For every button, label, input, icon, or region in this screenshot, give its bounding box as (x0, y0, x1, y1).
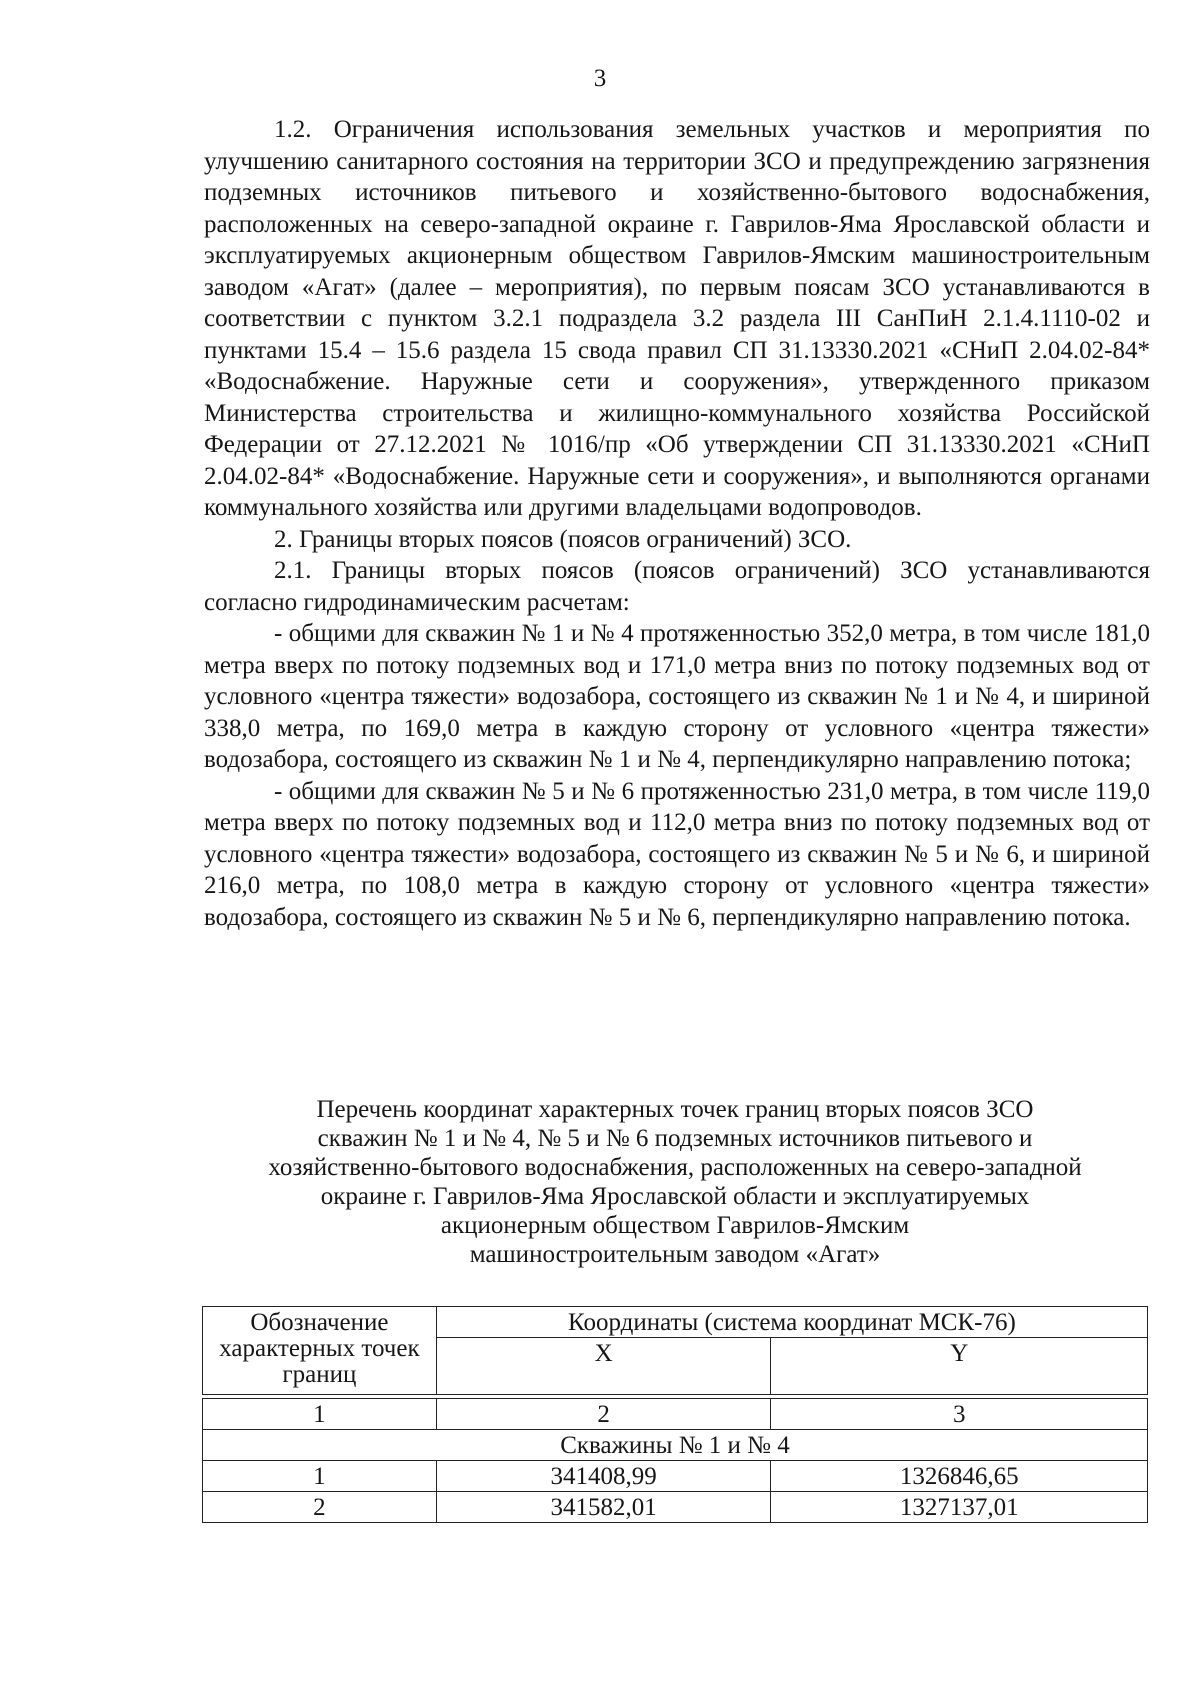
table-row (203, 1492, 1148, 1523)
column-number: 2 (436, 1399, 771, 1430)
point-number: 1 (203, 1461, 437, 1492)
paragraph-2-1: 2.1. Границы вторых поясов (поясов ограничений) ЗСО устанавливаются согласно гидродинамическим расчетам: (204, 557, 1150, 616)
x-coordinate: 341582,01 (436, 1492, 771, 1523)
document-body (204, 114, 1150, 933)
y-header: Y (771, 1338, 1148, 1395)
y-coordinate: 1327137,01 (771, 1492, 1148, 1523)
coordinates-table (202, 1306, 1148, 1523)
x-header: X (436, 1338, 771, 1395)
table-title-line: окраине г. Гаврилов-Яма Ярославской области и эксплуатируемых (320, 1183, 1030, 1210)
table-title-line: скважин № 1 и № 4, № 5 и № 6 подземных источников питьевого и (317, 1125, 1033, 1152)
group-label: Скважины № 1 и № 4 (203, 1430, 1148, 1461)
table-title (190, 1095, 1160, 1269)
point-number: 2 (203, 1492, 437, 1523)
paragraph-2-heading: 2. Границы вторых поясов (поясов ограничений) ЗСО. (274, 525, 852, 553)
point-designation-header: Обозначение характерных точек границ (203, 1307, 437, 1395)
paragraph-wells-1-4: - общими для скважин № 1 и № 4 протяженностью 352,0 метра, в том числе 181,0 метра вверх по потоку подземных вод и 171,0 метра вниз по потоку подземных вод от условного «центра тяжести» водозабора, состоящего из скважин № 1 и № 4, и шириной 338,0 метра, по 169,0 метра в каждую сторону от условного «центра тяжести» водозабора, состоящего из скважин № 1 и № 4, перпендикулярно направлению потока; (204, 620, 1150, 773)
table-title-line: хозяйственно-бытового водоснабжения, расположенных на северо-западной (268, 1154, 1082, 1181)
y-coordinate: 1326846,65 (771, 1461, 1148, 1492)
table-header-row (203, 1307, 1148, 1338)
table-title-line: акционерным обществом Гаврилов-Ямским (440, 1212, 910, 1239)
table-title-line: Перечень координат характерных точек границ вторых поясов ЗСО (316, 1096, 1034, 1123)
group-row (203, 1430, 1148, 1461)
paragraph-1-2-restrictions: 1.2. Ограничения использования земельных участков и мероприятия по улучшению санитарного состояния на территории ЗСО и предупреждению загрязнения подземных источников питьевого и хозяйственно-бытового водоснабжения, расположенных на северо-западной окраине г. Гаврилов-Яма Ярославской области и эксплуатируемых акционерным обществом Гаврилов-Ямским машиностроительным заводом «Агат» (далее – мероприятия), по первым поясам ЗСО устанавливаются в соответствии с пунктом 3.2.1 подраздела 3.2 раздела III СанПиН 2.1.4.1110-02 и пунктами 15.4 – 15.6 раздела 15 свода правил СП 31.13330.2021 «СНиП 2.04.02-84* «Водоснабжение. Наружные сети и сооружения», утвержденного приказом Министерства строительства и жилищно-коммунального хозяйства Российской Федерации от 27.12.2021 № 1016/пр «Об утверждении СП 31.13330.2021 «СНиП 2.04.02-84* «Водоснабжение. Наружные сети и сооружения», и выполняются органами коммунального хозяйства или другими владельцами водопроводов. (204, 116, 1150, 521)
table-title-line: машиностроительным заводом «Агат» (469, 1241, 881, 1268)
x-coordinate: 341408,99 (436, 1461, 771, 1492)
column-number: 3 (771, 1399, 1148, 1430)
column-numbering-row (203, 1399, 1148, 1430)
table-row (203, 1461, 1148, 1492)
coordinates-system-header: Координаты (система координат МСК-76) (436, 1307, 1147, 1338)
page-number: 3 (593, 65, 607, 92)
column-number: 1 (203, 1399, 437, 1430)
paragraph-wells-5-6: - общими для скважин № 5 и № 6 протяженностью 231,0 метра, в том числе 119,0 метра вверх по потоку подземных вод и 112,0 метра вниз по потоку подземных вод от условного «центра тяжести» водозабора, состоящего из скважин № 5 и № 6, и шириной 216,0 метра, по 108,0 метра в каждую сторону от условного «центра тяжести» водозабора, состоящего из скважин № 5 и № 6, перпендикулярно направлению потока. (204, 777, 1150, 931)
